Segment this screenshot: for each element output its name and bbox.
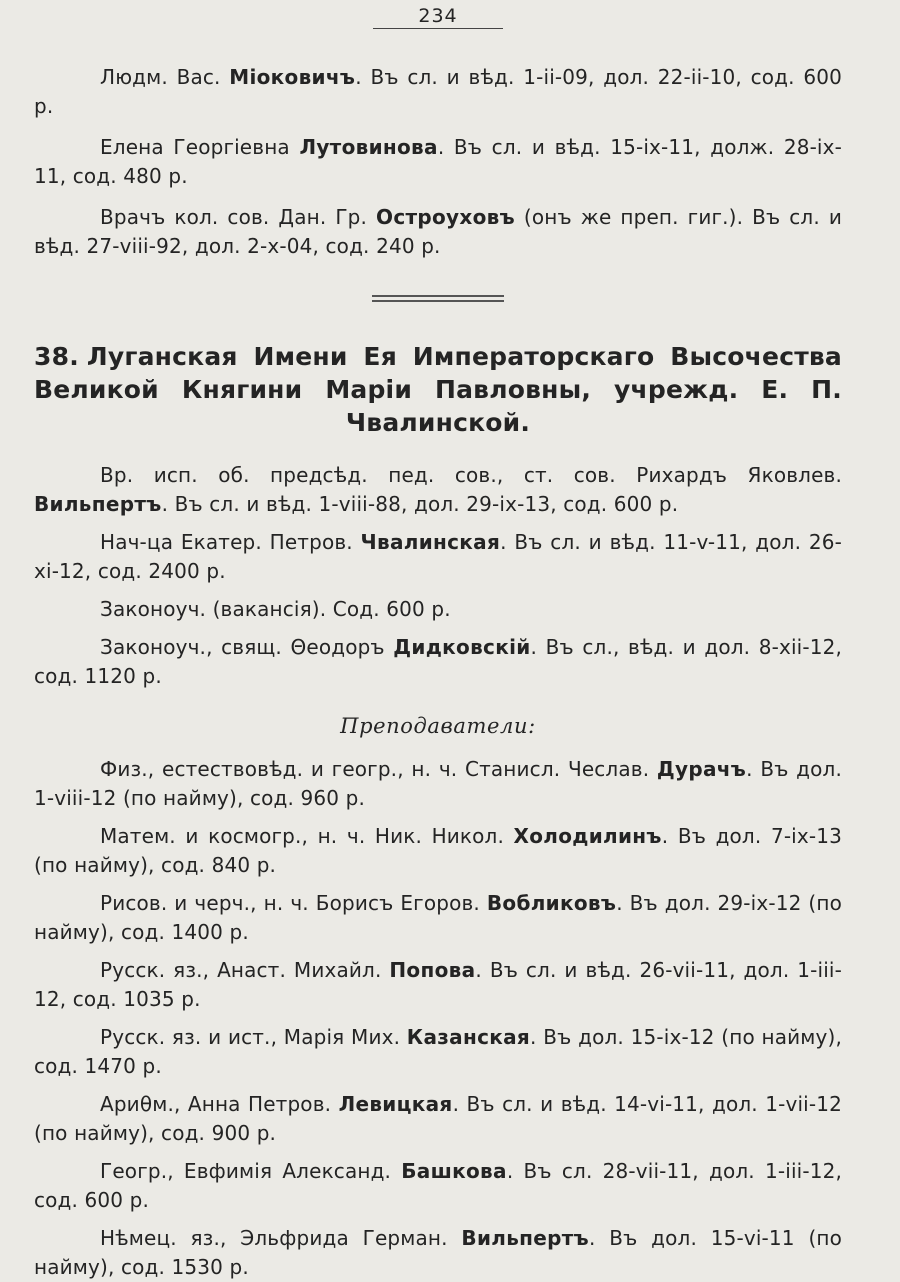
entry-prefix: Русск. яз., Анаст. Михайл. xyxy=(100,958,390,982)
entry-prefix: Геогр., Евфимія Александ. xyxy=(100,1159,402,1183)
section-number: 38. xyxy=(34,342,79,371)
staff-entry xyxy=(34,528,842,586)
surname: Дидковскій xyxy=(393,635,531,659)
surname: Дурачъ xyxy=(656,757,747,781)
teachers-subheading: Преподаватели: xyxy=(340,714,536,738)
entry-prefix: Вр. исп. об. предсѣд. пед. сов., ст. сов. Рихардъ Яковлев. xyxy=(100,463,842,487)
staff-entry xyxy=(34,822,842,880)
staff-entry xyxy=(34,1090,842,1148)
surname: Попова xyxy=(389,958,476,982)
entry-details: . Въ сл. 28-vii-11, дол. 1-iii-12, сод. 600 р. xyxy=(34,1159,842,1212)
staff-entry xyxy=(34,956,842,1014)
surname: Башкова xyxy=(401,1159,507,1183)
surname: Холодилинъ xyxy=(513,824,662,848)
entry-details: . Въ дол. 7-ix-13 (по найму), сод. 840 р. xyxy=(34,824,842,877)
page-number: 234 xyxy=(373,0,503,29)
entry-prefix: Русск. яз. и ист., Марія Мих. xyxy=(100,1025,407,1049)
teacher-entries xyxy=(34,755,842,1282)
staff-entry xyxy=(34,461,842,519)
surname: Казанская xyxy=(406,1025,531,1049)
staff-entry xyxy=(34,203,842,261)
staff-entry xyxy=(34,1023,842,1081)
staff-entry xyxy=(34,633,842,691)
staff-entry xyxy=(34,889,842,947)
staff-entry xyxy=(34,63,842,121)
surname: Левицкая xyxy=(338,1092,453,1116)
surname: Вильпертъ xyxy=(461,1226,589,1250)
staff-entry xyxy=(34,595,842,624)
entry-details: . Въ сл. и вѣд. 11-v-11, дол. 26-xi-12, сод. 2400 р. xyxy=(34,530,842,583)
section-heading xyxy=(34,340,842,439)
entry-prefix: Законоуч., свящ. Θеодоръ xyxy=(100,635,394,659)
entry-details: . Въ дол. 1-viii-12 (по найму), сод. 960 р. xyxy=(34,757,842,810)
top-entries xyxy=(34,63,842,261)
entry-details: . Въ дол. 29-ix-12 (по найму), сод. 1400 р. xyxy=(34,891,842,944)
entry-prefix: Рисов. и черч., н. ч. Борисъ Егоров. xyxy=(100,891,487,915)
entry-details: . Въ сл., вѣд. и дол. 8-xii-12, сод. 1120 р. xyxy=(34,635,842,688)
administration-entries xyxy=(34,461,842,691)
entry-details: . Въ сл. и вѣд. 1-ii-09, дол. 22-ii-10, сод. 600 р. xyxy=(34,65,843,118)
section-title: Луганская Имени Ея Императорскаго Высочества Великой Княгини Маріи Павловны, учрежд. Е. П. Чвалинской. xyxy=(34,342,842,437)
staff-entry xyxy=(34,1157,842,1215)
entry-prefix: Людм. Вас. xyxy=(100,65,230,89)
entry-details: . Въ сл. и вѣд. 26-vii-11, дол. 1-iii-12, сод. 1035 р. xyxy=(34,958,842,1011)
surname: Вильпертъ xyxy=(34,492,162,516)
surname: Вобликовъ xyxy=(486,891,617,915)
entry-details: . Въ дол. 15-vi-11 (по найму), сод. 1530 р. xyxy=(34,1226,843,1279)
surname: Чвалинская xyxy=(360,530,501,554)
entry-details: (онъ же преп. гиг.). Въ сл. и вѣд. 27-viii-92, дол. 2-x-04, сод. 240 р. xyxy=(34,205,842,258)
entry-prefix: Нач-ца Екатер. Петров. xyxy=(100,530,361,554)
entry-details: . Въ сл. и вѣд. 14-vi-11, дол. 1-vii-12 (по найму), сод. 900 р. xyxy=(34,1092,842,1145)
entry-details: . Въ сл. и вѣд. 1-viii-88, дол. 29-ix-13, сод. 600 р. xyxy=(161,492,679,516)
entry-prefix: Елена Георгіевна xyxy=(100,135,300,159)
entry-details: . Въ дол. 15-ix-12 (по найму), сод. 1470 р. xyxy=(34,1025,842,1078)
surname: Лутовинова xyxy=(299,135,438,159)
staff-entry xyxy=(34,755,842,813)
entry-prefix: Нѣмец. яз., Эльфрида Герман. xyxy=(100,1226,462,1250)
staff-entry xyxy=(34,1224,842,1282)
entry-prefix: Ариθм., Анна Петров. xyxy=(100,1092,339,1116)
section-divider xyxy=(372,295,504,302)
entry-prefix: Физ., естествовѣд. и геогр., н. ч. Станисл. Чеслав. xyxy=(100,757,657,781)
entry-details: . Въ сл. и вѣд. 15-ix-11, долж. 28-ix-11, сод. 480 р. xyxy=(34,135,842,188)
surname: Міоковичъ xyxy=(229,65,356,89)
surname: Остроуховъ xyxy=(376,205,515,229)
entry-prefix: Матем. и космогр., н. ч. Ник. Никол. xyxy=(100,824,514,848)
entry-prefix: Законоуч. (вакансія). Сод. 600 р. xyxy=(100,597,451,621)
entry-prefix: Врачъ кол. сов. Дан. Гр. xyxy=(100,205,377,229)
staff-entry xyxy=(34,133,842,191)
